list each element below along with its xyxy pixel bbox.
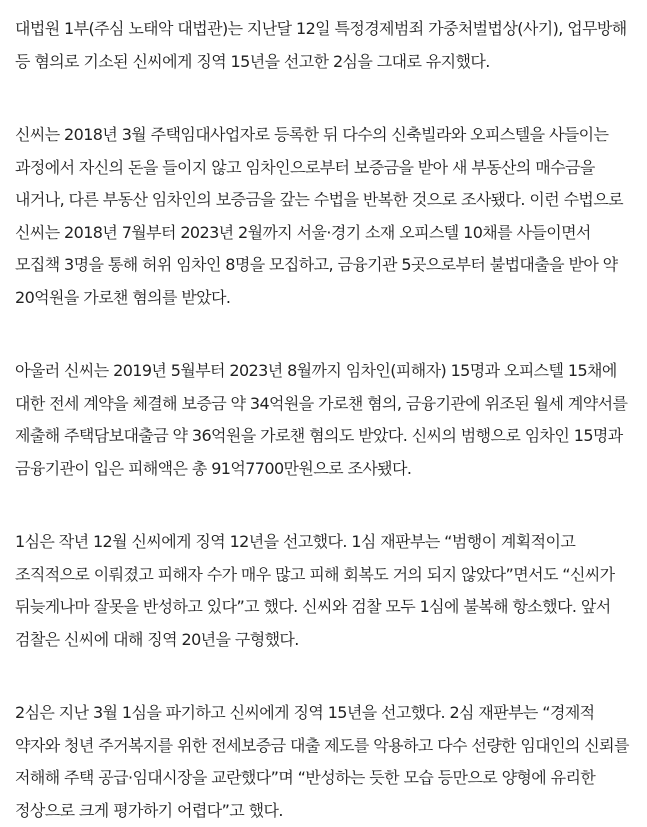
- paragraph-second-trial: 2심은 지난 3월 1심을 파기하고 신씨에게 징역 15년을 선고했다. 2심 재판부는 “경제적 약자와 청년 주거복지를 위한 전세보증금 대출 제도를 악용하고 다수 선량한 임대인의 신뢰를 저해해 주택 공급·임대시장을 교란했다”며 “반성하는 듯한 모습 등만으로 양형에 유리한 정상으로 크게 평가하기 어렵다”고 했다.: [15, 703, 629, 820]
- paragraph-supreme-court-ruling: 대법원 1부(주심 노태악 대법관)는 지난달 12일 특정경제범죄 가중처벌법상(사기), 업무방해 등 혐의로 기소된 신씨에게 징역 15년을 선고한 2심을 그대로 유지했다.: [15, 19, 627, 71]
- paragraph-additional-charges: 아울러 신씨는 2019년 5월부터 2023년 8월까지 임차인(피해자) 15명과 오피스텔 15채에 대한 전세 계약을 체결해 보증금 약 34억원을 가로챈 혐의, 금융기관에 위조된 월세 계약서를 제출해 주택담보대출금 약 36억원을 가로챈 혐의도 받았다. 신씨의 범행으로 임차인 15명과 금융기관이 입은 피해액은 총 91억7700만원으로 조사됐다.: [15, 361, 628, 478]
- paragraph-fraud-method: 신씨는 2018년 3월 주택임대사업자로 등록한 뒤 다수의 신축빌라와 오피스텔을 사들이는 과정에서 자신의 돈을 들이지 않고 임차인으로부터 보증금을 받아 새 부동산의 매수금을 내거나, 다른 부동산 임차인의 보증금을 갚는 수법을 반복한 것으로 조사됐다. 이런 수법으로 신씨는 2018년 7월부터 2023년 2월까지 서울·경기 소재 오피스텔 10채를 사들이면서 모집책 3명을 통해 허위 임차인 8명을 모집하고, 금융기관 5곳으로부터 불법대출을 받아 약 20억원을 가로챈 혐의를 받았다.: [15, 125, 623, 307]
- paragraph-first-trial: 1심은 작년 12월 신씨에게 징역 12년을 선고했다. 1심 재판부는 “범행이 계획적이고 조직적으로 이뤄졌고 피해자 수가 매우 많고 피해 회복도 거의 되지 않았다”면서도 “신씨가 뒤늦게나마 잘못을 반성하고 있다”고 했다. 신씨와 검찰 모두 1심에 불복해 항소했다. 앞서 검찰은 신씨에 대해 징역 20년을 구형했다.: [15, 532, 615, 649]
